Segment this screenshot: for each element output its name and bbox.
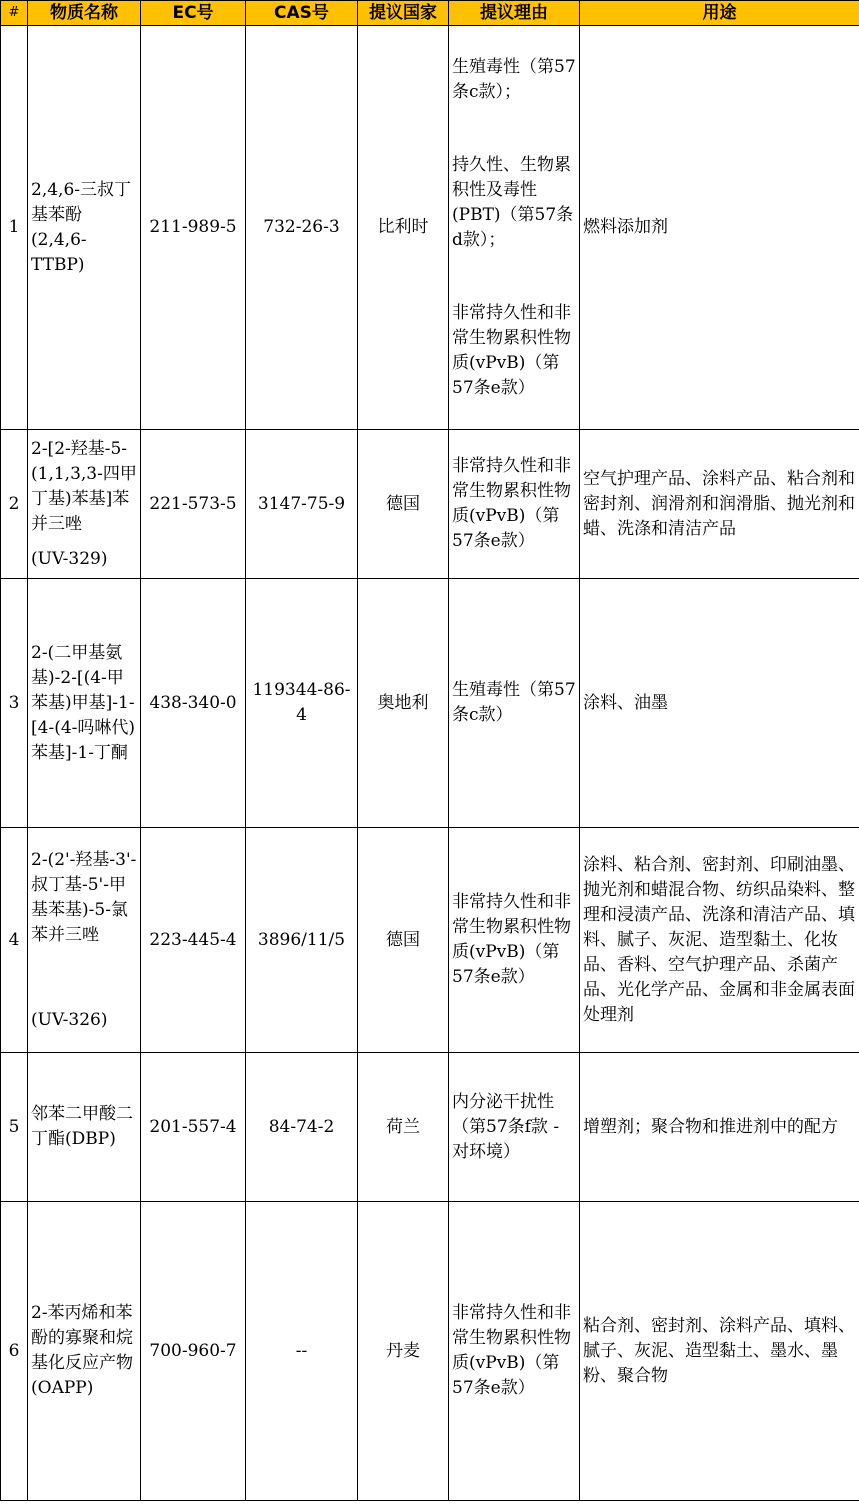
table-row [1, 1202, 859, 1501]
ec-number: 438-340-0 [141, 579, 246, 828]
substance-name: 2-[2-羟基-5-(1,1,3,3-四甲丁基)苯基]苯并三唑 [31, 438, 137, 534]
usage: 涂料、油墨 [580, 579, 859, 828]
usage: 空气护理产品、涂料产品、粘合剂和密封剂、润滑剂和润滑脂、抛光剂和蜡、洗涤和清洁产品 [580, 430, 859, 579]
substance-name-cell [28, 828, 141, 1053]
cas-number: 732-26-3 [246, 26, 358, 430]
substance-name: 2,4,6-三叔丁基苯酚(2,4,6-TTBP) [28, 26, 141, 430]
cas-number: 3896/11/5 [246, 828, 358, 1053]
substance-name: 2-(二甲基氨基)-2-[(4-甲苯基)甲基]-1-[4-(4-吗啉代)苯基]-1-丁酮 [28, 579, 141, 828]
substance-name: 邻苯二甲酸二丁酯(DBP) [28, 1053, 141, 1202]
header-reason: 提议理由 [449, 1, 580, 26]
table-row [1, 579, 859, 828]
ec-number: 221-573-5 [141, 430, 246, 579]
proposing-country: 丹麦 [358, 1202, 449, 1501]
cas-number: 119344-86-4 [246, 579, 358, 828]
header-name: 物质名称 [28, 1, 141, 26]
cas-number: -- [246, 1202, 358, 1501]
proposal-reason: 非常持久性和非常生物累积性物质(vPvB)（第57条e款） [449, 1202, 580, 1501]
substance-name-cell [28, 430, 141, 579]
header-use: 用途 [580, 1, 859, 26]
usage: 燃料添加剂 [580, 26, 859, 430]
ec-number: 211-989-5 [141, 26, 246, 430]
proposing-country: 荷兰 [358, 1053, 449, 1202]
usage: 粘合剂、密封剂、涂料产品、填料、腻子、灰泥、造型黏土、墨水、墨粉、聚合物 [580, 1202, 859, 1501]
reason-item: 非常持久性和非常生物累积性物质(vPvB)（第57条e款） [452, 302, 571, 398]
table-row [1, 430, 859, 579]
header-row [1, 1, 859, 26]
cas-number: 3147-75-9 [246, 430, 358, 579]
reason-item: 持久性、生物累积性及毒性(PBT)（第57条d款）； [452, 154, 574, 250]
row-num: 1 [1, 26, 28, 430]
proposal-reason: 非常持久性和非常生物累积性物质(vPvB)（第57条e款） [449, 828, 580, 1053]
ec-number: 223-445-4 [141, 828, 246, 1053]
reason-item: 生殖毒性（第57条c款）； [452, 56, 576, 102]
ec-number: 700-960-7 [141, 1202, 246, 1501]
row-num: 2 [1, 430, 28, 579]
row-num: 6 [1, 1202, 28, 1501]
header-num: # [1, 1, 28, 26]
proposing-country: 比利时 [358, 26, 449, 430]
substance-name: 2-苯丙烯和苯酚的寡聚和烷基化反应产物(OAPP) [28, 1202, 141, 1501]
row-num: 3 [1, 579, 28, 828]
proposing-country: 奥地利 [358, 579, 449, 828]
cas-number: 84-74-2 [246, 1053, 358, 1202]
table-row [1, 26, 859, 430]
proposing-country: 德国 [358, 430, 449, 579]
usage: 增塑剂；聚合物和推进剂中的配方 [580, 1053, 859, 1202]
row-num: 5 [1, 1053, 28, 1202]
header-ec: EC号 [141, 1, 246, 26]
header-cas: CAS号 [246, 1, 358, 26]
substance-name: 2-(2'-羟基-3'-叔丁基-5'-甲基苯基)-5-氯苯并三唑 [31, 849, 137, 945]
substance-abbreviation: (UV-329) [31, 548, 108, 569]
ec-number: 201-557-4 [141, 1053, 246, 1202]
header-country: 提议国家 [358, 1, 449, 26]
substance-abbreviation: (UV-326) [31, 1009, 108, 1030]
usage: 涂料、粘合剂、密封剂、印刷油墨、抛光剂和蜡混合物、纺织品染料、整理和浸渍产品、洗涤和清洁产品、填料、腻子、灰泥、造型黏土、化妆品、香料、空气护理产品、杀菌产品、光化学产品、金属和非金属表面处理剂 [580, 828, 859, 1053]
proposing-country: 德国 [358, 828, 449, 1053]
proposal-reason: 生殖毒性（第57条c款） [449, 579, 580, 828]
table-row [1, 1053, 859, 1202]
proposal-reason: 内分泌干扰性（第57条f款 - 对环境） [449, 1053, 580, 1202]
row-num: 4 [1, 828, 28, 1053]
table-row [1, 828, 859, 1053]
proposal-reason [449, 26, 580, 430]
proposal-reason: 非常持久性和非常生物累积性物质(vPvB)（第57条e款） [449, 430, 580, 579]
